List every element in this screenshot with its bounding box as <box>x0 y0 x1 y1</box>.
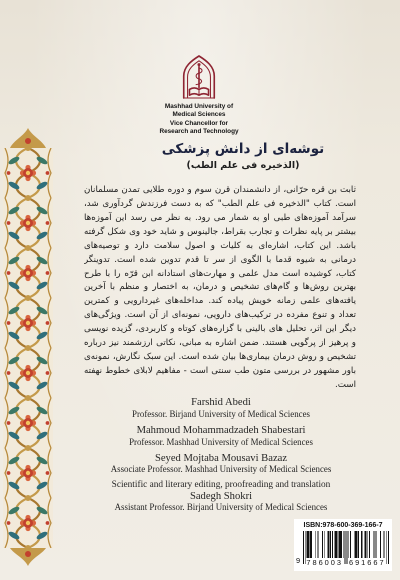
barcode-bar <box>386 531 387 564</box>
barcode-bar <box>388 531 389 564</box>
barcode-bar <box>322 531 323 558</box>
book-description: ثابت بن قره حرّانی، از دانشمندان قرن سوم و دوره طلایی تمدن مسلمانان است. کتاب "الذخیره فی علم الطب" که به دست فرزندش گردآوری شد، سرآمد آموزه‌های طبی او به شمار می رود. به نظر می رسد این آموزه‌ها بیشتر بر پایه نظرات و تجارب بقراط، جالینوس و شاید خود وی شکل گرفته باشد. این کتاب، اشاره‌ای به کلیات و اصول سلامت دارد و توصیه‌های درمانی به شیوه قدما با الگوی از سر تا قدم تدوین شده است. تدوینگر کتاب، کوشیده است مدل علمی و مهارت‌های استادانه ابن قرّه را با طرح بهترین روش‌ها و گام‌های تشخیص و درمان، به اختصار و منظم با آخرین یافته‌های علمی زمانه خویش پیاده کند. مداخله‌های غیردارویی و کمترین تعداد و تنوع مفرده در ترکیب‌های دارویی، نمونه‌ای از آن است. ویژگی‌های دیگر این اثر، تحلیل های بالینی با گزاره‌های کوتاه و کاربردی، گزیده نویسی و پرهیز از پرگویی هستند. ضمن اشاره به مبانی، نکاتی ارزشمند نیز درباره تشخیص و روش درمان بیماری‌ها بیان شده است. این سبک نگارش، نمونه‌ی باور مشهور در بررسی متون طب سنتی است - مفاهیم لابلای خطوط نهفته است. <box>84 185 356 390</box>
author-name: Seyed Mojtaba Mousavi Bazaz <box>154 453 288 464</box>
barcode-bar <box>358 531 359 558</box>
institution-line: Medical Sciences <box>172 111 226 119</box>
barcode-bar <box>355 531 358 558</box>
barcode-bar <box>317 531 318 558</box>
barcode-left-digits: 786003 <box>306 558 344 567</box>
barcode-bar <box>338 531 342 558</box>
barcode-bar <box>367 531 368 558</box>
barcode-bar <box>315 531 316 558</box>
barcode-bar <box>345 531 346 564</box>
barcode-bar <box>332 531 333 558</box>
barcode-bar <box>310 531 312 558</box>
barcode-bar <box>361 531 363 558</box>
isbn-label: ISBN:978-600-369-166-7 <box>303 522 383 529</box>
editor-role: Scientific and literary editing, proofreading and translation <box>111 480 331 490</box>
barcode-bar <box>330 531 331 558</box>
barcode-bar <box>365 531 367 558</box>
book-title: توشه‌ای از دانش پزشکی <box>161 141 325 157</box>
floral-border-ornament <box>0 126 56 568</box>
author-affiliation: Professor. Mashhad University of Medical Sciences <box>129 437 313 447</box>
book-subtitle: (الذخیره فی علم الطب) <box>186 160 300 171</box>
barcode-bar <box>303 531 304 564</box>
barcode-bar <box>324 531 325 558</box>
barcode-bar <box>380 531 381 558</box>
editor-name: Sadegh Shokri <box>189 491 253 502</box>
barcode-bar <box>374 531 375 558</box>
author-name: Farshid Abedi <box>191 397 251 408</box>
institution-line: Research and Technology <box>159 128 239 136</box>
institution-line: Mashhad University of <box>164 103 234 110</box>
institution-line: Vice Chancellor for <box>169 119 229 127</box>
barcode-bar <box>307 531 310 558</box>
author-affiliation: Associate Professor. Mashhad University of Medical Sciences <box>110 464 332 474</box>
barcode-bar <box>350 531 351 558</box>
editor-affiliation: Assistant Professor. Birjand University of Medical Sciences <box>114 502 328 512</box>
authors-credits <box>84 0 358 520</box>
barcode-bar <box>335 531 338 558</box>
barcode-bar <box>375 531 376 558</box>
isbn-barcode-box <box>294 519 392 571</box>
barcode-bar <box>346 531 347 564</box>
barcode-bar <box>343 531 344 558</box>
barcode-bar <box>348 531 349 558</box>
barcode-lead-digit: 9 <box>296 556 301 565</box>
barcode-bar <box>384 531 385 558</box>
barcode-bar <box>369 531 370 558</box>
barcode-bar <box>327 531 329 558</box>
author-name: Mahmoud Mohammadzadeh Shabestari <box>136 425 306 436</box>
author-affiliation: Professor. Birjand University of Medical Sciences <box>132 409 310 419</box>
barcode-right-digits: 691667 <box>348 558 386 567</box>
